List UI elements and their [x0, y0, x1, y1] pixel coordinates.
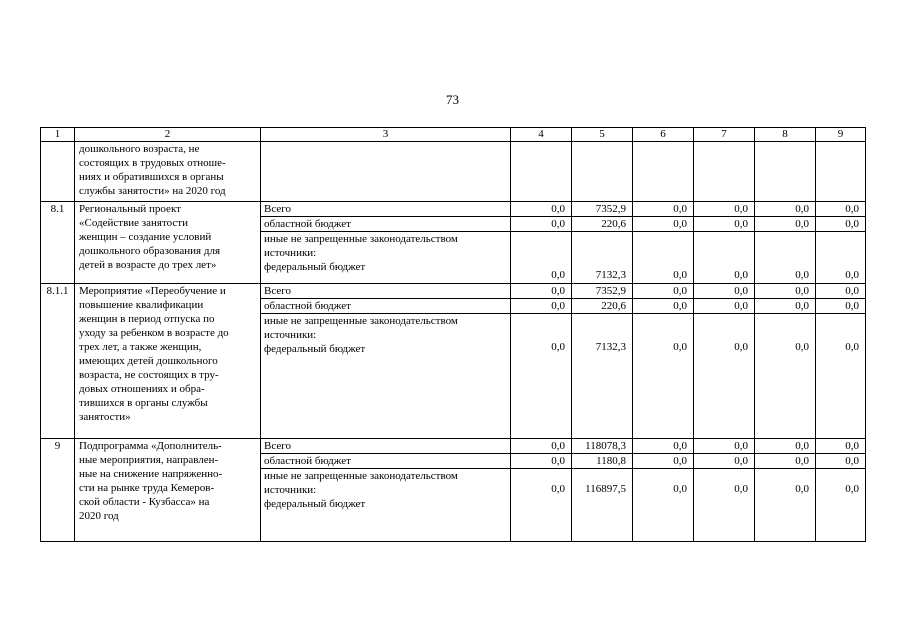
value-cell: 0,0: [633, 202, 694, 217]
value-cell: 0,0: [755, 232, 816, 284]
description-line: детей в возрасте до трех лет»: [79, 259, 217, 271]
value-cell: 0,0: [694, 314, 755, 439]
description-line: трех лет, а также женщин,: [79, 341, 202, 353]
header-cell: 1: [41, 128, 75, 142]
row-number: 9: [41, 439, 75, 542]
value-cell: [511, 142, 572, 202]
description-line: повышение квалификации: [79, 299, 204, 311]
value-cell: 0,0: [511, 439, 572, 454]
description-line: имеющих детей дошкольного: [79, 355, 218, 367]
source-cell: [261, 142, 511, 202]
value-cell: 0,0: [755, 299, 816, 314]
value-cell: 0,0: [633, 299, 694, 314]
value-cell: 0,0: [816, 299, 866, 314]
funding-source: [261, 469, 511, 542]
num-cell: [41, 142, 75, 202]
value-cell: 0,0: [694, 202, 755, 217]
value-cell: [694, 142, 755, 202]
description-line: Региональный проект: [79, 203, 181, 215]
value-cell: 0,0: [511, 202, 572, 217]
value-cell: 0,0: [816, 202, 866, 217]
header-row: [41, 128, 866, 142]
header-cell: 6: [633, 128, 694, 142]
source-line: источники:: [264, 329, 317, 341]
source-line: иные не запрещенные законодательством: [264, 470, 458, 482]
value-cell: 0,0: [816, 469, 866, 542]
header-cell: 7: [694, 128, 755, 142]
program-row: [41, 439, 866, 454]
value-cell: 118078,3: [572, 439, 633, 454]
value-cell: 0,0: [633, 454, 694, 469]
funding-source: [261, 314, 511, 439]
value-cell: 7132,3: [572, 232, 633, 284]
header-cell: 5: [572, 128, 633, 142]
value-cell: 0,0: [755, 469, 816, 542]
value-cell: 0,0: [633, 284, 694, 299]
description-line: возраста, не состоящих в тру-: [79, 369, 219, 381]
value-cell: 0,0: [511, 314, 572, 439]
description-line: 2020 год: [79, 510, 119, 522]
value-cell: 0,0: [511, 232, 572, 284]
value-cell: 220,6: [572, 299, 633, 314]
value-cell: [816, 142, 866, 202]
program-row: [41, 284, 866, 299]
value-cell: [633, 142, 694, 202]
source-line: источники:: [264, 484, 317, 496]
funding-source: областной бюджет: [261, 454, 511, 469]
header-cell: 9: [816, 128, 866, 142]
value-cell: 0,0: [694, 469, 755, 542]
value-cell: 7352,9: [572, 202, 633, 217]
header-cell: 2: [75, 128, 261, 142]
description-line: ные на снижение напряженно-: [79, 468, 223, 480]
value-cell: 0,0: [694, 299, 755, 314]
value-cell: 0,0: [816, 314, 866, 439]
value-cell: 220,6: [572, 217, 633, 232]
source-line: источники:: [264, 247, 317, 259]
description-cell: [75, 284, 261, 439]
description-line: сти на рынке труда Кемеров-: [79, 482, 215, 494]
value-cell: 0,0: [633, 217, 694, 232]
program-row: [41, 202, 866, 217]
description-line: ные мероприятия, направлен-: [79, 454, 219, 466]
value-cell: 0,0: [633, 469, 694, 542]
value-cell: 0,0: [694, 454, 755, 469]
value-cell: 0,0: [816, 284, 866, 299]
value-cell: [755, 142, 816, 202]
value-cell: 0,0: [694, 232, 755, 284]
value-cell: 0,0: [694, 439, 755, 454]
value-cell: 0,0: [694, 217, 755, 232]
continuation-row: [41, 142, 866, 202]
budget-table: [40, 127, 866, 542]
funding-source: Всего: [261, 202, 511, 217]
value-cell: 0,0: [816, 217, 866, 232]
description-cell: [75, 439, 261, 542]
source-line: федеральный бюджет: [264, 498, 366, 510]
header-cell: 3: [261, 128, 511, 142]
funding-source: Всего: [261, 439, 511, 454]
description-line: женщин – создание условий: [79, 231, 212, 243]
description-line: Мероприятие «Переобучение и: [79, 285, 226, 297]
value-cell: 0,0: [755, 454, 816, 469]
value-cell: 0,0: [755, 314, 816, 439]
value-cell: 0,0: [755, 284, 816, 299]
description-line: занятости»: [79, 411, 131, 423]
value-cell: 0,0: [755, 439, 816, 454]
source-line: иные не запрещенные законодательством: [264, 233, 458, 245]
value-cell: 0,0: [755, 217, 816, 232]
value-cell: 0,0: [511, 284, 572, 299]
description-line: дошкольного образования для: [79, 245, 221, 257]
description-line: «Содействие занятости: [79, 217, 188, 229]
value-cell: 0,0: [633, 314, 694, 439]
value-cell: 0,0: [816, 439, 866, 454]
funding-source: [261, 232, 511, 284]
header-cell: 8: [755, 128, 816, 142]
value-cell: [572, 142, 633, 202]
value-cell: 0,0: [511, 217, 572, 232]
row-number: 8.1.1: [41, 284, 75, 439]
funding-source: областной бюджет: [261, 217, 511, 232]
value-cell: 0,0: [511, 469, 572, 542]
value-cell: 0,0: [694, 284, 755, 299]
funding-source: областной бюджет: [261, 299, 511, 314]
value-cell: 0,0: [816, 454, 866, 469]
description-line: ской области - Кузбасса» на: [79, 496, 210, 508]
row-number: 8.1: [41, 202, 75, 284]
value-cell: 7132,3: [572, 314, 633, 439]
value-cell: 0,0: [633, 232, 694, 284]
description-line: тившихся в органы службы: [79, 397, 208, 409]
value-cell: 0,0: [816, 232, 866, 284]
page-number: 73: [446, 92, 459, 107]
description-cell: дошкольного возраста, не состоящих в трудовых отноше- ниях и обратившихся в органы службы занятости» на 2020 год: [75, 142, 261, 202]
description-line: уходу за ребенком в возрасте до: [79, 327, 229, 339]
value-cell: 0,0: [755, 202, 816, 217]
source-line: федеральный бюджет: [264, 343, 366, 355]
description-line: довых отношениях и обра-: [79, 383, 205, 395]
value-cell: 7352,9: [572, 284, 633, 299]
source-line: федеральный бюджет: [264, 261, 366, 273]
value-cell: 0,0: [511, 299, 572, 314]
value-cell: 1180,8: [572, 454, 633, 469]
description-cell: [75, 202, 261, 284]
source-line: иные не запрещенные законодательством: [264, 315, 458, 327]
value-cell: 0,0: [633, 439, 694, 454]
description-line: женщин в период отпуска по: [79, 313, 215, 325]
description-line: Подпрограмма «Дополнитель-: [79, 440, 222, 452]
funding-source: Всего: [261, 284, 511, 299]
header-cell: 4: [511, 128, 572, 142]
value-cell: 116897,5: [572, 469, 633, 542]
value-cell: 0,0: [511, 454, 572, 469]
